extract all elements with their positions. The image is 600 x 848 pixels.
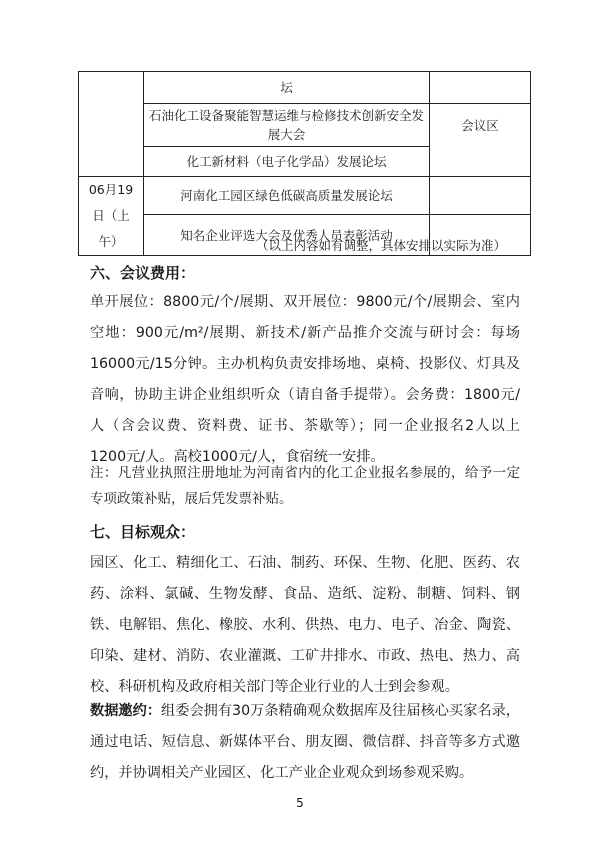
table-row: [79, 104, 531, 147]
event-cell: 坛: [144, 72, 430, 104]
invite-paragraph: [90, 696, 520, 789]
venue-cell: [430, 177, 531, 215]
schedule-note: （以上内容如有调整，具体安排以实际为准）: [255, 238, 506, 253]
event-cell: 河南化工园区绿色低碳高质量发展论坛: [144, 177, 430, 215]
event-cell: 化工新材料（电子化学品）发展论坛: [144, 147, 430, 177]
date-cell: [79, 72, 144, 177]
fees-heading: 六、会议费用：: [90, 264, 196, 282]
venue-cell: [430, 72, 531, 104]
date-cell: 06月19日（上午）: [79, 177, 144, 256]
table-row: [79, 72, 531, 104]
schedule-table: [78, 71, 531, 256]
invite-body: 组委会拥有30万条精确观众数据库及往届核心买家名录，通过电话、短信息、新媒体平台、朋友圈、微信群、抖音等多方式邀约，并协调相关产业园区、化工产业企业观众到场参观采购。: [90, 703, 520, 781]
fees-body: 单开展位：8800元/个/展期、双开展位：9800元/个/展期会、室内空地：900元/m²/展期、新技术/新产品推介交流与研讨会：每场16000元/15分钟。主办机构负责安排场地、桌椅、投影仪、灯具及音响，协助主讲企业组织听众（请自备手提带）。会务费：1800元/人（含会议费、资料费、证书、茶歇等）；同一企业报名2人以上1200元/人。高校1000元/人，食宿统一安排。: [90, 294, 520, 465]
invite-lead: 数据邀约：: [90, 703, 162, 719]
audience-body: 园区、化工、精细化工、石油、制药、环保、生物、化肥、医药、农药、涂料、氯碱、生物发酵、食品、造纸、淀粉、制糖、饲料、钢铁、电解铝、焦化、橡胶、水利、供热、电力、电子、冶金、陶瓷、印染、建材、消防、农业灌溉、工矿井排水、市政、热电、热力、高校、科研机构及政府相关部门等企业行业的人士到会参观。: [90, 555, 520, 695]
event-cell: 石油化工设备聚能智慧运维与检修技术创新安全发展大会: [144, 104, 430, 147]
venue-cell: 会议区: [430, 104, 531, 177]
page-number: 5: [296, 796, 304, 810]
audience-heading: 七、目标观众：: [90, 523, 196, 541]
table-row: [79, 177, 531, 215]
fees-note: 注：凡营业执照注册地址为河南省内的化工企业报名参展的，给予一定专项政策补贴，展后凭发票补贴。: [90, 465, 520, 507]
event-cell: 知名企业评选大会及优秀人员表彰活动: [144, 215, 430, 256]
